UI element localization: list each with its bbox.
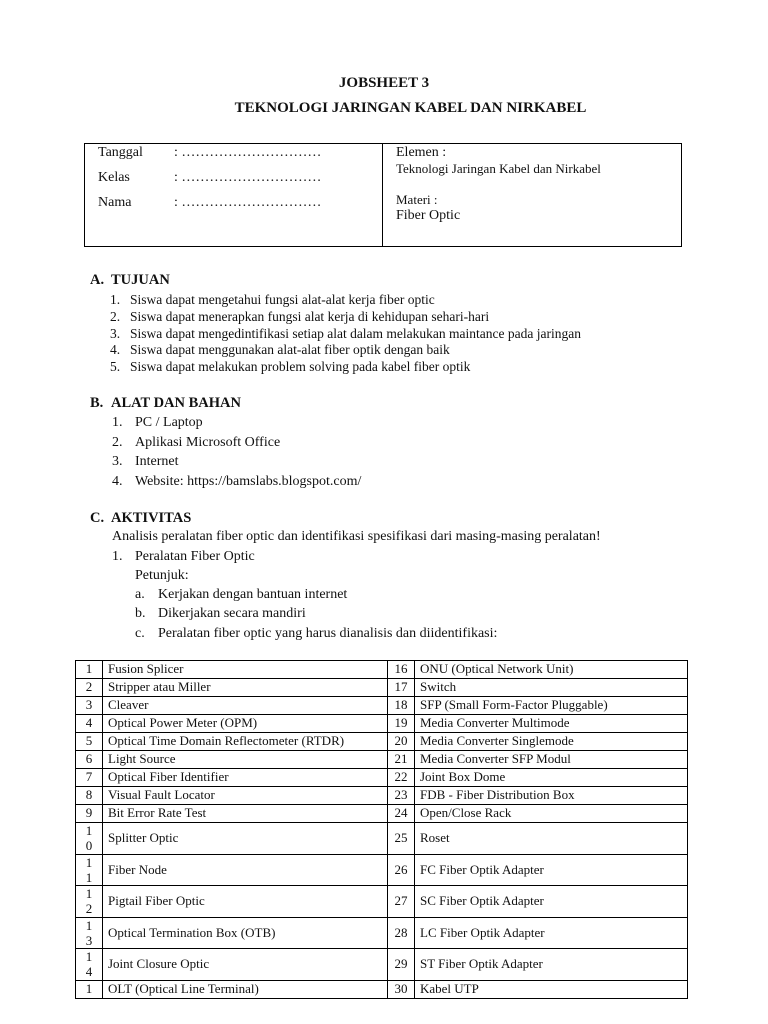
- document-subtitle: TEKNOLOGI JARINGAN KABEL DAN NIRKABEL: [234, 100, 587, 116]
- section-title: ALAT DAN BAHAN: [111, 395, 241, 411]
- step-number: 1.: [112, 549, 123, 564]
- item-name-cell: SFP (Small Form-Factor Pluggable): [415, 697, 688, 715]
- tanggal-field[interactable]: : …………………………: [174, 145, 322, 160]
- item-number-cell: 21: [388, 751, 415, 769]
- item-name-cell: Media Converter Singlemode: [415, 733, 688, 751]
- item-name-cell: Roset: [415, 823, 688, 855]
- item-number-cell: [76, 854, 103, 886]
- item-number-cell: 27: [388, 886, 415, 918]
- table-row: [76, 751, 688, 769]
- item-text: Siswa dapat melakukan problem solving pada kabel fiber optik: [130, 359, 471, 375]
- item-name-cell: Fusion Splicer: [103, 661, 388, 679]
- nama-label: Nama: [98, 195, 132, 210]
- item-number: 11: [85, 854, 93, 885]
- table-row: [76, 697, 688, 715]
- nama-row: [98, 195, 321, 211]
- item-number-cell: 5: [76, 733, 103, 751]
- item-number: 13: [85, 917, 93, 948]
- item-number-cell: 29: [388, 949, 415, 981]
- item-number-cell: 2: [76, 679, 103, 697]
- item-name-cell: Open/Close Rack: [415, 805, 688, 823]
- alat-list: [112, 413, 361, 491]
- nama-field[interactable]: : …………………………: [174, 195, 322, 210]
- item-name-cell: LC Fiber Optik Adapter: [415, 917, 688, 949]
- section-title: TUJUAN: [111, 272, 170, 288]
- step-text: Peralatan Fiber Optic: [135, 549, 255, 564]
- section-letter: B.: [90, 395, 104, 411]
- item-number-cell: 30: [388, 980, 415, 998]
- aktivitas-step: [112, 549, 255, 565]
- list-item: [110, 359, 581, 376]
- table-row: [76, 823, 688, 855]
- item-number: 14: [85, 949, 93, 979]
- item-name-cell: Light Source: [103, 751, 388, 769]
- section-title: AKTIVITAS: [111, 510, 192, 526]
- item-number-cell: 16: [388, 661, 415, 679]
- item-name-cell: FDB - Fiber Distribution Box: [415, 787, 688, 805]
- item-number-cell: 9: [76, 805, 103, 823]
- item-name-cell: SC Fiber Optik Adapter: [415, 886, 688, 918]
- tanggal-row: [98, 145, 321, 161]
- website-link[interactable]: Website: https://bamslabs.blogspot.com/: [135, 473, 362, 489]
- tujuan-list: [110, 292, 581, 376]
- table-row: [76, 980, 688, 998]
- section-letter: A.: [90, 272, 105, 288]
- table-row: [76, 805, 688, 823]
- item-name-cell: Media Converter Multimode: [415, 715, 688, 733]
- item-number-cell: 25: [388, 823, 415, 855]
- item-number-cell: 3: [76, 697, 103, 715]
- item-number-cell: 8: [76, 787, 103, 805]
- item-name-cell: Visual Fault Locator: [103, 787, 388, 805]
- list-item: [112, 472, 361, 492]
- item-number: 1.: [112, 415, 123, 430]
- item-number-cell: [76, 886, 103, 918]
- list-item: [110, 342, 581, 359]
- item-name-cell: Joint Closure Optic: [103, 949, 388, 981]
- item-number: 5.: [110, 359, 121, 375]
- item-number-cell: [76, 823, 103, 855]
- item-name-cell: OLT (Optical Line Terminal): [103, 980, 388, 998]
- table-row: [76, 715, 688, 733]
- item-number-cell: 22: [388, 769, 415, 787]
- list-item: [110, 292, 581, 309]
- elemen-label: Elemen :: [396, 145, 447, 160]
- item-number-cell: [76, 949, 103, 981]
- section-alat-heading: [90, 395, 241, 412]
- item-name-cell: Pigtail Fiber Optic: [103, 886, 388, 918]
- item-text: Siswa dapat mengedintifikasi setiap alat dalam melakukan maintance pada jaringan: [130, 325, 581, 341]
- item-number: 1.: [110, 292, 121, 307]
- item-text: Siswa dapat menggunakan alat-alat fiber optik dengan baik: [130, 342, 450, 358]
- item-number-cell: 1: [76, 980, 103, 998]
- document-title: JOBSHEET 3: [338, 75, 430, 91]
- item-number: 3.: [112, 454, 123, 469]
- table-row: [76, 769, 688, 787]
- table-row: [76, 886, 688, 918]
- materi-value: Fiber Optic: [396, 208, 461, 223]
- item-name-cell: Optical Power Meter (OPM): [103, 715, 388, 733]
- item-number-cell: 20: [388, 733, 415, 751]
- item-name-cell: Bit Error Rate Test: [103, 805, 388, 823]
- list-item: [110, 326, 581, 343]
- item-name-cell: Splitter Optic: [103, 823, 388, 855]
- aktivitas-intro: Analisis peralatan fiber optic dan identifikasi spesifikasi dari masing-masing peralatan!: [112, 529, 601, 544]
- equipment-table: [75, 660, 688, 999]
- item-number: 10: [85, 823, 93, 853]
- item-text: Siswa dapat mengetahui fungsi alat-alat kerja fiber optic: [130, 292, 435, 307]
- item-name-cell: Switch: [415, 679, 688, 697]
- item-number: 2.: [112, 434, 123, 450]
- elemen-value: Teknologi Jaringan Kabel dan Nirkabel: [396, 161, 601, 176]
- info-box: [84, 143, 682, 247]
- table-row: [76, 661, 688, 679]
- item-text: Aplikasi Microsoft Office: [135, 434, 281, 450]
- list-item: [110, 309, 581, 326]
- list-item: [112, 433, 361, 453]
- item-name-cell: Optical Fiber Identifier: [103, 769, 388, 787]
- petunjuk-item: a. Kerjakan dengan bantuan internet: [135, 587, 348, 602]
- kelas-field[interactable]: : …………………………: [174, 170, 322, 185]
- item-name-cell: Optical Time Domain Reflectometer (RTDR): [103, 733, 388, 751]
- item-number: 2.: [110, 308, 121, 324]
- item-text: PC / Laptop: [135, 415, 203, 430]
- table-row: [76, 917, 688, 949]
- item-name-cell: Media Converter SFP Modul: [415, 751, 688, 769]
- kelas-row: [98, 170, 321, 186]
- item-name-cell: Cleaver: [103, 697, 388, 715]
- item-name-cell: ONU (Optical Network Unit): [415, 661, 688, 679]
- petunjuk-label: Petunjuk:: [135, 568, 189, 583]
- item-number-cell: 7: [76, 769, 103, 787]
- table-row: [76, 679, 688, 697]
- materi-label: Materi :: [396, 192, 438, 207]
- section-aktivitas-heading: [90, 510, 191, 527]
- kelas-label: Kelas: [98, 170, 130, 185]
- item-number: 4.: [112, 473, 123, 489]
- item-text: Internet: [135, 454, 179, 469]
- item-number-cell: 28: [388, 917, 415, 949]
- item-number-cell: 19: [388, 715, 415, 733]
- petunjuk-item: b. Dikerjakan secara mandiri: [135, 606, 306, 621]
- item-name-cell: Fiber Node: [103, 854, 388, 886]
- list-item: [112, 413, 361, 433]
- petunjuk-item: c. Peralatan fiber optic yang harus dianalisis dan diidentifikasi:: [135, 626, 498, 641]
- item-name-cell: Joint Box Dome: [415, 769, 688, 787]
- item-number: 3.: [110, 325, 121, 341]
- table-row: [76, 733, 688, 751]
- list-item: [112, 452, 361, 472]
- item-name-cell: ST Fiber Optik Adapter: [415, 949, 688, 981]
- tanggal-label: Tanggal: [98, 145, 143, 160]
- item-number-cell: [76, 917, 103, 949]
- table-row: [76, 949, 688, 981]
- item-number-cell: 24: [388, 805, 415, 823]
- item-number: 12: [85, 886, 93, 916]
- item-name-cell: Stripper atau Miller: [103, 679, 388, 697]
- section-letter: C.: [90, 510, 105, 526]
- item-number-cell: 18: [388, 697, 415, 715]
- info-box-divider: [382, 144, 383, 246]
- item-name-cell: Kabel UTP: [415, 980, 688, 998]
- table-row: [76, 787, 688, 805]
- item-number-cell: 17: [388, 679, 415, 697]
- item-text: Siswa dapat menerapkan fungsi alat kerja di kehidupan sehari-hari: [130, 308, 490, 324]
- item-number-cell: 23: [388, 787, 415, 805]
- item-number-cell: 26: [388, 854, 415, 886]
- table-row: [76, 854, 688, 886]
- item-number-cell: 6: [76, 751, 103, 769]
- item-number: 4.: [110, 342, 121, 358]
- item-name-cell: Optical Termination Box (OTB): [103, 917, 388, 949]
- item-name-cell: FC Fiber Optik Adapter: [415, 854, 688, 886]
- section-tujuan-heading: [90, 272, 170, 289]
- item-number-cell: 1: [76, 661, 103, 679]
- item-number-cell: 4: [76, 715, 103, 733]
